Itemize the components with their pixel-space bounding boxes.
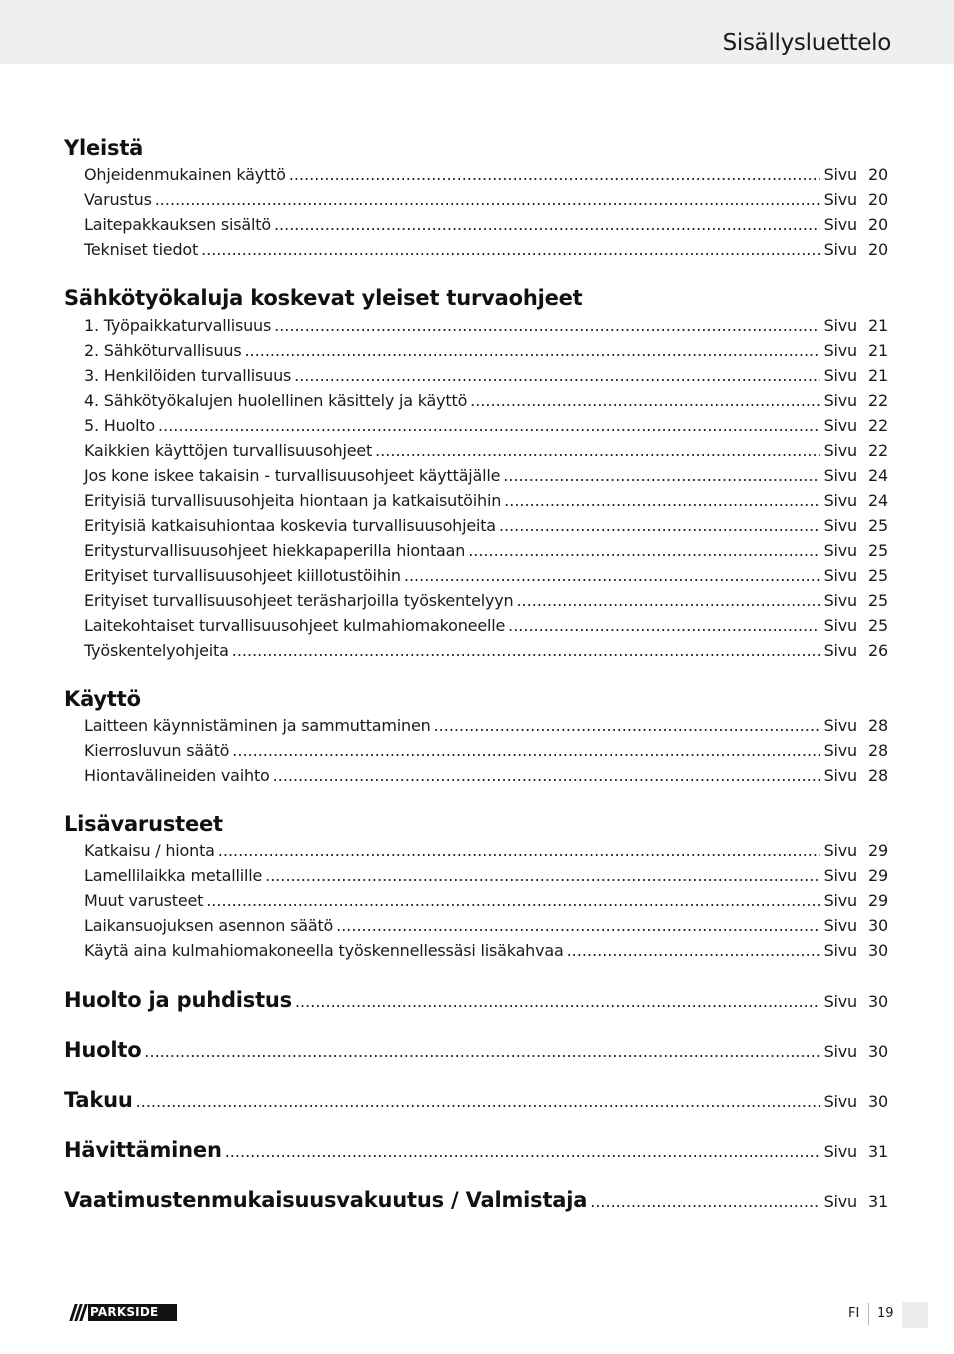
page-prefix: Sivu	[823, 240, 857, 259]
dot-leader	[516, 588, 819, 613]
toc-entry-label: 4. Sähkötyökalujen huolellinen käsittely ja käyttö	[84, 391, 468, 410]
toc-entry-label: Kierrosluvun säätö	[84, 741, 230, 760]
page-number: 20	[868, 215, 888, 234]
page-number: 29	[868, 866, 888, 885]
dot-leader	[499, 513, 820, 538]
toc-entry-label: 5. Huolto	[84, 416, 156, 435]
page-prefix: Sivu	[823, 190, 857, 209]
page-number: 26	[868, 641, 888, 660]
toc-entry-label: Tekniset tiedot	[84, 240, 199, 259]
dot-leader	[295, 987, 820, 1017]
toc-entry-label: Laitteen käynnistäminen ja sammuttaminen	[84, 716, 431, 735]
page-number: 21	[868, 316, 888, 335]
parkside-logo	[66, 1304, 177, 1321]
toc-entry-label: Erityiset turvallisuusohjeet kiillotustöihin	[84, 566, 401, 585]
page-number: 30	[868, 1042, 888, 1061]
section-heading: Käyttö	[64, 687, 141, 711]
toc-entry[interactable]	[84, 588, 888, 613]
page-number: 28	[868, 716, 888, 735]
toc-top-entry-label: Takuu	[64, 1088, 133, 1112]
toc-top-entry-label: Hävittäminen	[64, 1138, 222, 1162]
page-number: 20	[868, 240, 888, 259]
dot-leader	[289, 162, 820, 187]
page-number-footer: 19	[877, 1306, 894, 1321]
toc-entry[interactable]	[84, 838, 888, 863]
page-prefix: Sivu	[823, 541, 857, 560]
page-prefix: Sivu	[823, 566, 857, 585]
toc-entry[interactable]	[84, 313, 888, 338]
toc-top-entry[interactable]	[64, 985, 888, 1015]
dot-leader	[144, 1037, 819, 1067]
page-number: 25	[868, 591, 888, 610]
toc-entry[interactable]	[84, 538, 888, 563]
toc-top-entry[interactable]	[64, 1035, 888, 1065]
dot-leader	[245, 338, 820, 363]
toc-entry[interactable]	[84, 413, 888, 438]
page-prefix: Sivu	[823, 366, 857, 385]
dot-leader	[336, 913, 819, 938]
page-prefix: Sivu	[823, 992, 857, 1011]
page-prefix: Sivu	[823, 641, 857, 660]
toc-entry[interactable]	[84, 388, 888, 413]
page-number: 22	[868, 441, 888, 460]
toc-entry-label: Ohjeidenmukainen käyttö	[84, 165, 286, 184]
dot-leader	[265, 863, 819, 888]
page-number: 20	[868, 190, 888, 209]
page-number: 31	[868, 1192, 888, 1211]
toc-entry-label: Erityisiä katkaisuhiontaa koskevia turvallisuusohjeita	[84, 516, 496, 535]
page-prefix: Sivu	[823, 1192, 857, 1211]
toc-top-entry-label: Huolto	[64, 1038, 142, 1062]
toc-entry-label: Työskentelyohjeita	[84, 641, 229, 660]
dot-leader	[274, 313, 819, 338]
dot-leader	[201, 237, 820, 262]
toc-entry-label: 3. Henkilöiden turvallisuus	[84, 366, 292, 385]
dot-leader	[273, 763, 820, 788]
page-prefix: Sivu	[823, 1142, 857, 1161]
page-prefix: Sivu	[823, 841, 857, 860]
page-prefix: Sivu	[823, 941, 857, 960]
page-number: 25	[868, 516, 888, 535]
page-prefix: Sivu	[823, 616, 857, 635]
toc-entry-label: Käytä aina kulmahiomakoneella työskennellessäsi lisäkahvaa	[84, 941, 564, 960]
toc-entry-label: Kaikkien käyttöjen turvallisuusohjeet	[84, 441, 373, 460]
page-prefix: Sivu	[823, 441, 857, 460]
page-prefix: Sivu	[823, 891, 857, 910]
dot-leader	[225, 1137, 820, 1167]
logo-stripes-icon	[66, 1304, 88, 1321]
toc-entry-label: Erityisiä turvallisuusohjeita hiontaan ja katkaisutöihin	[84, 491, 502, 510]
dot-leader	[567, 938, 820, 963]
page-number: 31	[868, 1142, 888, 1161]
toc-entry[interactable]	[84, 212, 888, 237]
language-code: FI	[848, 1306, 860, 1321]
dot-leader	[468, 538, 819, 563]
dot-leader	[470, 388, 819, 413]
dot-leader	[274, 212, 820, 237]
page-number: 28	[868, 741, 888, 760]
dot-leader	[503, 463, 819, 488]
toc-entry-label: Hiontavälineiden vaihto	[84, 766, 270, 785]
toc-entry-label: Katkaisu / hionta	[84, 841, 215, 860]
toc-entry-label: Laitekohtaiset turvallisuusohjeet kulmahiomakoneelle	[84, 616, 506, 635]
toc-entry[interactable]	[84, 363, 888, 388]
page-number: 22	[868, 416, 888, 435]
toc-entry[interactable]	[84, 763, 888, 788]
page-title: Sisällysluettelo	[722, 30, 891, 56]
page-number: 20	[868, 165, 888, 184]
page-number: 22	[868, 391, 888, 410]
page-prefix: Sivu	[823, 1092, 857, 1111]
page-prefix: Sivu	[823, 165, 857, 184]
page-number: 30	[868, 1092, 888, 1111]
toc-entry[interactable]	[84, 338, 888, 363]
toc-entry[interactable]	[84, 863, 888, 888]
dot-leader	[404, 563, 820, 588]
page-number: 21	[868, 366, 888, 385]
page-prefix: Sivu	[823, 1042, 857, 1061]
dot-leader	[504, 488, 819, 513]
page-number: 30	[868, 941, 888, 960]
dot-leader	[508, 613, 819, 638]
toc-entry-label: Laitepakkauksen sisältö	[84, 215, 271, 234]
page-prefix: Sivu	[823, 316, 857, 335]
dot-leader	[158, 413, 820, 438]
dot-leader	[590, 1187, 819, 1217]
toc-entry[interactable]	[84, 187, 888, 212]
section-heading: Lisävarusteet	[64, 812, 223, 836]
page-number: 25	[868, 566, 888, 585]
toc-entry[interactable]	[84, 162, 888, 187]
section-heading: Yleistä	[64, 136, 144, 160]
dot-leader	[232, 638, 820, 663]
page-number: 25	[868, 541, 888, 560]
logo-text: PARKSIDE	[90, 1305, 159, 1319]
section-heading: Sähkötyökaluja koskevat yleiset turvaohjeet	[64, 286, 583, 310]
toc-entry[interactable]	[84, 638, 888, 663]
page-prefix: Sivu	[823, 741, 857, 760]
dot-leader	[294, 363, 819, 388]
toc-entry-label: Eritysturvallisuusohjeet hiekkapaperilla hiontaan	[84, 541, 466, 560]
toc-entry-label: Erityiset turvallisuusohjeet teräsharjoilla työskentelyyn	[84, 591, 514, 610]
page-prefix: Sivu	[823, 766, 857, 785]
toc-entry-label: Laikansuojuksen asennon säätö	[84, 916, 334, 935]
page-number: 21	[868, 341, 888, 360]
toc-entry[interactable]	[84, 713, 888, 738]
page-number: 30	[868, 916, 888, 935]
footer-divider	[868, 1303, 869, 1325]
page-prefix: Sivu	[823, 866, 857, 885]
dot-leader	[206, 888, 819, 913]
page-prefix: Sivu	[823, 916, 857, 935]
dot-leader	[232, 738, 819, 763]
page-tab-marker	[902, 1302, 928, 1328]
toc-entry[interactable]	[84, 488, 888, 513]
page-number: 30	[868, 992, 888, 1011]
page-number: 24	[868, 491, 888, 510]
dot-leader	[218, 838, 820, 863]
toc-entry[interactable]	[84, 463, 888, 488]
page-prefix: Sivu	[823, 391, 857, 410]
page-prefix: Sivu	[823, 466, 857, 485]
toc-entry[interactable]	[84, 613, 888, 638]
toc-entry-label: 2. Sähköturvallisuus	[84, 341, 242, 360]
page-prefix: Sivu	[823, 716, 857, 735]
toc-entry[interactable]	[84, 738, 888, 763]
dot-leader	[375, 438, 819, 463]
page-number: 25	[868, 616, 888, 635]
toc-top-entry-label: Huolto ja puhdistus	[64, 988, 292, 1012]
page-number: 29	[868, 891, 888, 910]
toc-entry[interactable]	[84, 888, 888, 913]
toc-entry[interactable]	[84, 438, 888, 463]
toc-entry[interactable]	[84, 513, 888, 538]
page-prefix: Sivu	[823, 591, 857, 610]
toc-entry-label: Jos kone iskee takaisin - turvallisuusohjeet käyttäjälle	[84, 466, 501, 485]
page-prefix: Sivu	[823, 416, 857, 435]
page-prefix: Sivu	[823, 491, 857, 510]
dot-leader	[136, 1087, 820, 1117]
dot-leader	[434, 713, 820, 738]
header-bar	[0, 0, 954, 64]
toc-entry-label: Lamellilaikka metallille	[84, 866, 263, 885]
page-prefix: Sivu	[823, 341, 857, 360]
toc-entry-label: 1. Työpaikkaturvallisuus	[84, 316, 272, 335]
toc-entry[interactable]	[84, 938, 888, 963]
toc-top-entry-label: Vaatimustenmukaisuusvakuutus / Valmistaja	[64, 1188, 588, 1212]
toc-entry[interactable]	[84, 237, 888, 262]
toc-top-entry[interactable]	[64, 1135, 888, 1165]
toc-entry[interactable]	[84, 913, 888, 938]
toc-entry[interactable]	[84, 563, 888, 588]
page-number: 28	[868, 766, 888, 785]
page-number: 29	[868, 841, 888, 860]
toc-top-entry[interactable]	[64, 1185, 888, 1215]
toc-top-entry[interactable]	[64, 1085, 888, 1115]
toc-entry-label: Varustus	[84, 190, 152, 209]
toc-entry-label: Muut varusteet	[84, 891, 204, 910]
page-number: 24	[868, 466, 888, 485]
page-prefix: Sivu	[823, 215, 857, 234]
page-prefix: Sivu	[823, 516, 857, 535]
dot-leader	[155, 187, 820, 212]
